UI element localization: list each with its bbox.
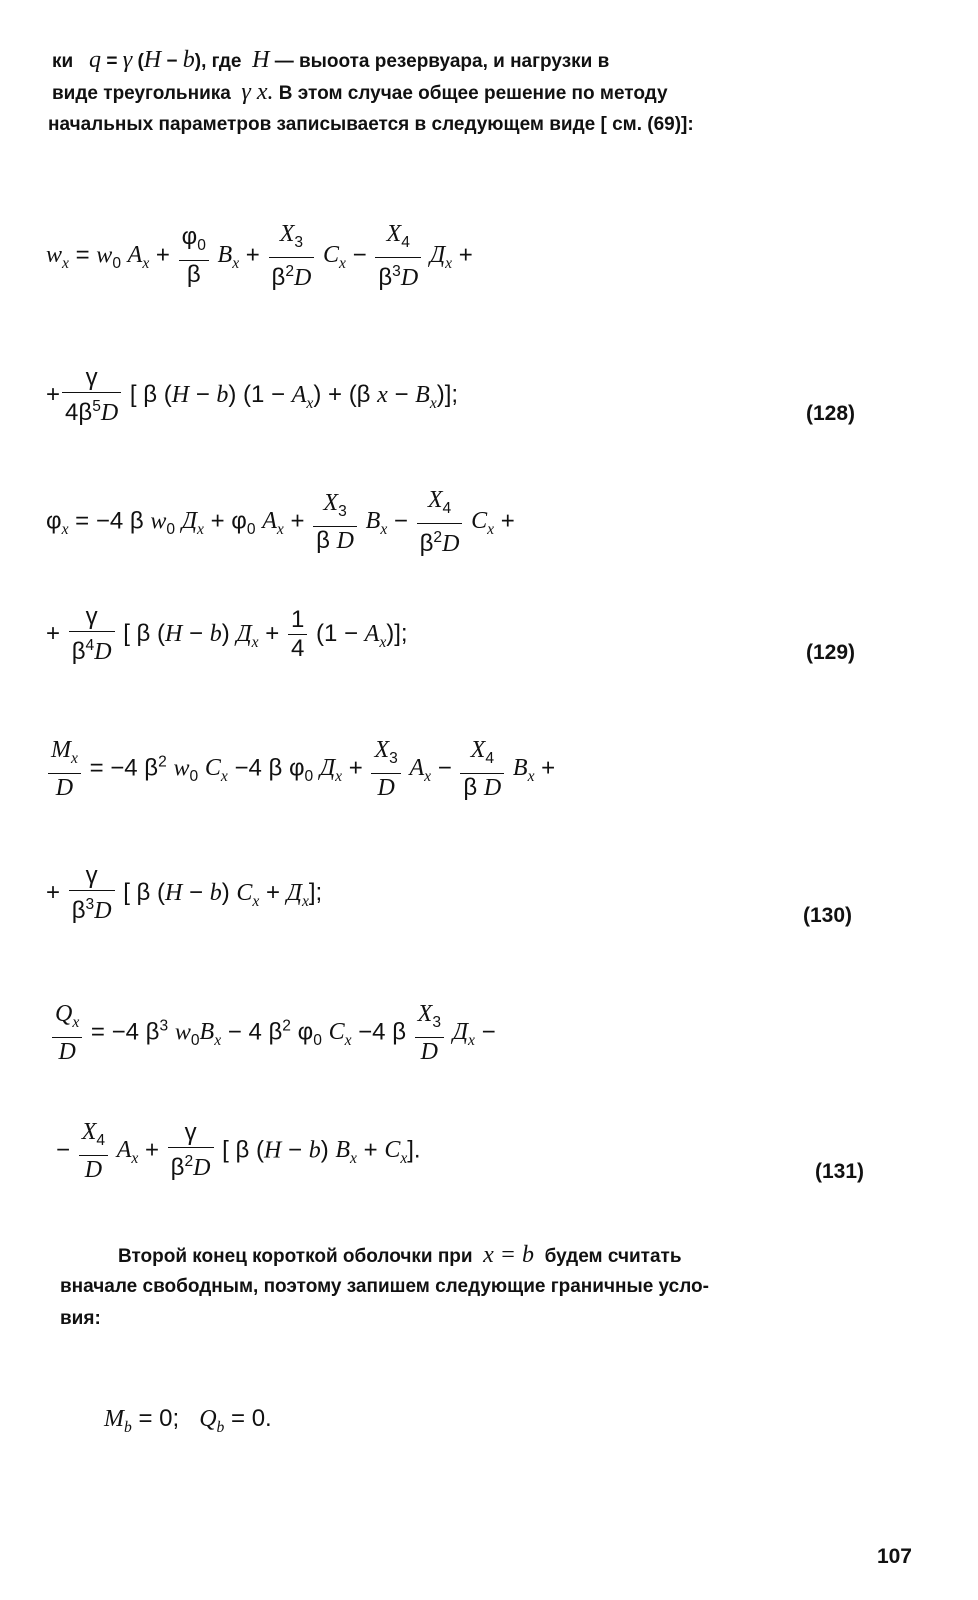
equation-130-line-2: + $\frac{\gamma}{\beta^3D}$ [ β (H − b) $C_x + Д_x$];: [46, 862, 323, 924]
conclusion-line-2: вначале свободным, поэтому запишем следующие граничные усло-: [60, 1276, 709, 1297]
intro-line-2: виде треугольника γ x. В этом случае общее решение по методу: [52, 79, 668, 105]
boundary-conditions: $M_b = 0$; $Q_b = 0$.: [104, 1405, 272, 1436]
equation-129-line-1: $\varphi_x = -4$ β $w_0$ $Д_x + \varphi_0$ $A_x$ + $\frac{X_3}{\text{β D}}$ $B_x$ − $\frac{X_4}{\beta^2D}$ $C_x$ +: [46, 487, 515, 557]
equation-number-129: (129): [806, 641, 856, 664]
equation-130-line-1: $\frac{M_x}{D}$ = −4 $\beta^2$ $w_0$ $C_x -4$ β $\varphi_0$ $Д_x$ + $\frac{X_3}{D}$ $A_x$ − $\frac{X_4}{\text{β D}}$ $B_x$ +: [46, 736, 555, 802]
intro-line-3: начальных параметров записывается в следующем виде [ см. (69)]:: [48, 114, 694, 135]
conclusion-line-1: Второй конец короткой оболочки при x = b будем считать: [118, 1242, 682, 1268]
equation-131-line-2: − $\frac{X_4}{D}$ $A_x$ + $\frac{\gamma}{\beta^2D}$ [ β (H − b) $B_x + C_x$].: [56, 1119, 421, 1183]
equation-131-line-1: $\frac{Q_x}{D}$ = −4 $\beta^3$ $w_0B_x - 4$ $\beta^2$ $\varphi_0$ $C_x -4$ β $\frac{X_3}{D}$ $Д_x$ −: [50, 1000, 496, 1066]
equation-129-line-2: + $\frac{\gamma}{\beta^4D}$ [ β (H − b) $Д_x$ + $\frac{1}{4}$ $(1 - A_x)$];: [46, 603, 408, 665]
equation-number-131: (131): [815, 1160, 865, 1183]
equation-number-128: (128): [806, 402, 856, 425]
equation-128-line-2: + $\frac{\gamma}{4\beta^5D}$ [ β (H − b) $(1 - A_x) + (\beta$ $x - B_x$)];: [46, 364, 459, 426]
intro-line-1: ки q = γ (H − b), где H — выоота резервуара, и нагрузки в: [52, 47, 610, 73]
equation-number-130: (130): [803, 904, 853, 927]
page-number: 107: [876, 1545, 912, 1568]
equation-128-line-1: $w_x = w_0$ $A_x$ + $\frac{\varphi_0}{\beta}$ $B_x$ + $\frac{X_3}{\beta^2D}$ $C_x$ − $\frac{X_4}{\beta^3D}$ $Д_x$ +: [46, 221, 473, 291]
conclusion-line-3: вия:: [60, 1308, 101, 1329]
